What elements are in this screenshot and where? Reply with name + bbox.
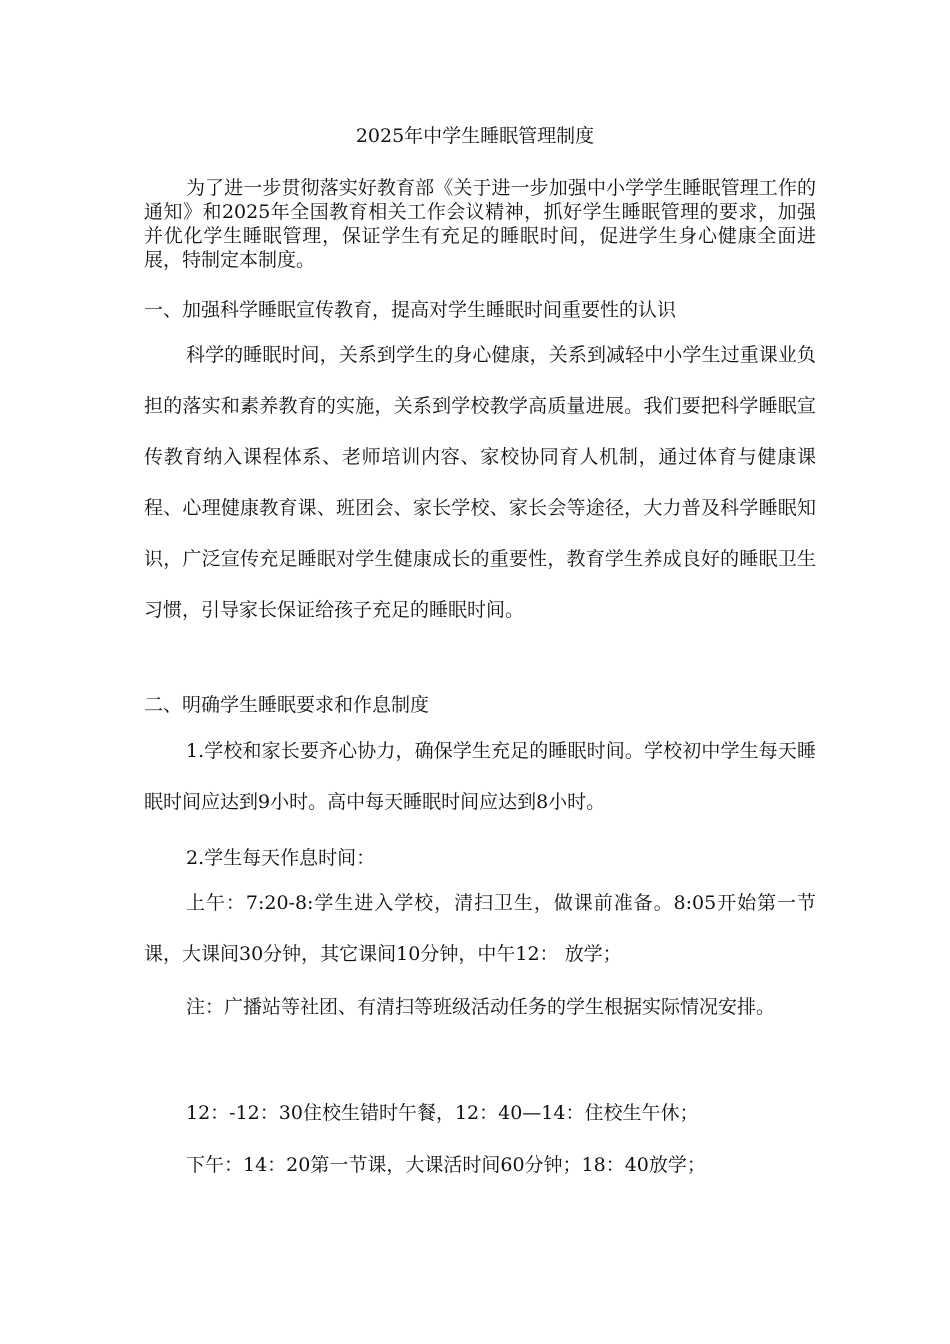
item-2-paragraph: 2.学生每天作息时间： — [186, 847, 376, 869]
document-title: 2025年中学生睡眠管理制度 — [355, 125, 595, 147]
note-paragraph: 注：广播站等社团、有清扫等班级活动任务的学生根据实际情况安排。 — [186, 996, 776, 1018]
morning-schedule: 上午：7:20-8:学生进入学校，清扫卫生，做课前准备。8:05开始第一节课，大课间30分钟，其它课间10分钟，中午12： 放学； — [144, 892, 816, 965]
section-1-body: 科学的睡眠时间，关系到学生的身心健康，关系到减轻中小学生过重课业负担的落实和素养教育的实施，关系到学校教学高质量进展。我们要把科学睡眠宣传教育纳入课程体系、老师培训内容、家校协同育人机制，通过体育与健康课程、心理健康教育课、班团会、家长学校、家长会等途径，大力普及科学睡眠知识，广泛宣传充足睡眠对学生健康成长的重要性，教育学生养成良好的睡眠卫生习惯，引导家长保证给孩子充足的睡眠时间。 — [144, 344, 816, 621]
section-1-heading: 一、加强科学睡眠宣传教育，提高对学生睡眠时间重要性的认识 — [144, 299, 677, 321]
noon-schedule: 12：-12：30住校生错时午餐，12：40—14：住校生午休； — [186, 1102, 699, 1124]
item-1-paragraph: 1.学校和家长要齐心协力，确保学生充足的睡眠时间。学校初中学生每天睡眠时间应达到9小时。高中每天睡眠时间应达到8小时。 — [144, 740, 816, 813]
afternoon-schedule: 下午：14：20第一节课，大课活时间60分钟；18：40放学； — [186, 1154, 706, 1176]
section-2-heading: 二、明确学生睡眠要求和作息制度 — [144, 694, 430, 716]
intro-paragraph: 为了进一步贯彻落实好教育部《关于进一步加强中小学学生睡眠管理工作的通知》和2025年全国教育相关工作会议精神，抓好学生睡眠管理的要求，加强并优化学生睡眠管理，保证学生有充足的睡眠时间，促进学生身心健康全面进展，特制定本制度。 — [144, 177, 816, 271]
